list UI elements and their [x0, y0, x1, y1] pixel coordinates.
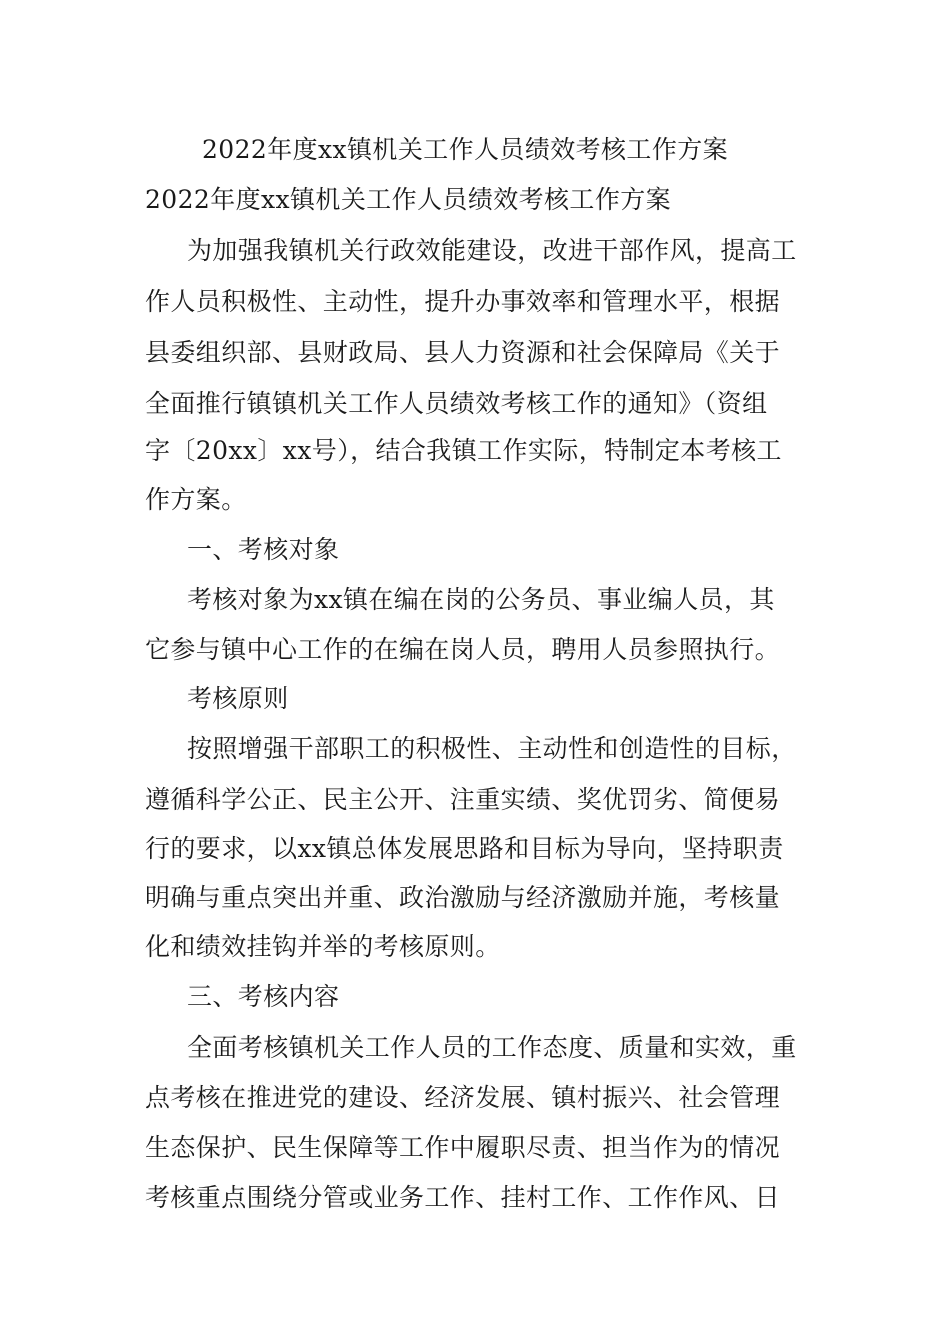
paragraph-line: 遵循科学公正、民主公开、注重实绩、奖优罚劣、简便易	[145, 785, 781, 814]
paragraph-line: 考核对象为xx镇在编在岗的公务员、事业编人员，其	[187, 585, 775, 614]
document-subtitle: 2022年度xx镇机关工作人员绩效考核工作方案	[145, 185, 672, 214]
paragraph-line: 作人员积极性、主动性，提升办事效率和管理水平，根据	[145, 287, 781, 316]
paragraph-line: 为加强我镇机关行政效能建设，改进干部作风，提高工	[187, 236, 797, 265]
document-title: 2022年度xx镇机关工作人员绩效考核工作方案	[202, 135, 729, 164]
paragraph-line: 化和绩效挂钩并举的考核原则。	[145, 932, 501, 961]
paragraph-line: 全面考核镇机关工作人员的工作态度、质量和实效，重	[187, 1033, 797, 1062]
paragraph-line: 明确与重点突出并重、政治激励与经济激励并施，考核量	[145, 883, 781, 912]
paragraph-line: 字〔20xx〕xx号），结合我镇工作实际，特制定本考核工	[145, 436, 782, 465]
paragraph-line: 它参与镇中心工作的在编在岗人员，聘用人员参照执行。	[145, 635, 781, 664]
paragraph-line: 县委组织部、县财政局、县人力资源和社会保障局《关于	[145, 338, 781, 367]
section-heading-content: 三、考核内容	[187, 982, 340, 1011]
paragraph-line: 生态保护、民生保障等工作中履职尽责、担当作为的情况	[145, 1133, 781, 1162]
paragraph-line: 行的要求，以xx镇总体发展思路和目标为导向，坚持职责	[145, 834, 784, 863]
paragraph-line: 全面推行镇镇机关工作人员绩效考核工作的通知》（资组	[145, 389, 768, 418]
paragraph-line: 按照增强干部职工的积极性、主动性和创造性的目标，	[187, 734, 797, 763]
paragraph-line: 点考核在推进党的建设、经济发展、镇村振兴、社会管理	[145, 1083, 781, 1112]
section-heading-principles: 考核原则	[187, 684, 289, 713]
paragraph-line: 作方案。	[145, 485, 247, 514]
paragraph-line: 考核重点围绕分管或业务工作、挂村工作、工作作风、日	[145, 1183, 781, 1212]
section-heading-targets: 一、考核对象	[187, 535, 340, 564]
